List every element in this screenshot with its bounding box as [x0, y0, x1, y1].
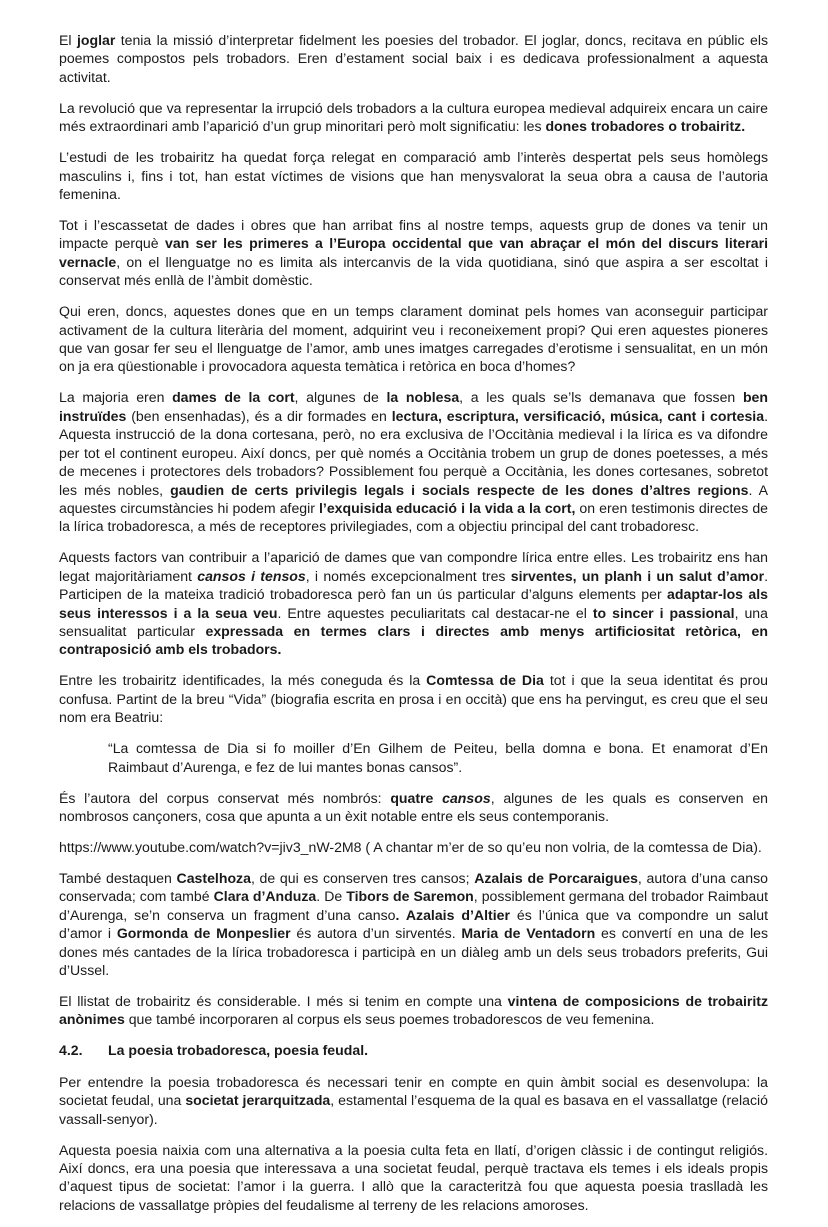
paragraph-p11: També destaquen Castelhoza, de qui es conserven tres cansos; Azalais de Porcaraigues, autora d’una canso conservada; com també Clara d’Anduza. De Tibors de Saremon, possiblement germana del trobador Raimbaut d’Aurenga, se’n conserva un fragment d’una canso. Azalais d’Altier és l’única que va compondre un salut d’amor i Gormonda de Monpeslier és autora d’un sirventés. Maria de Ventadorn es convertí en una de les dones més cantades de la lírica trobadoresca i participà en un diàleg amb un dels seus trobadors preferits, Gui d’Ussel.	[59, 869, 769, 978]
bold-text: joglar	[76, 32, 116, 48]
bold-italic-text: cansos	[442, 789, 491, 806]
paragraph-p2: La revolució que va representar la irrupció dels trobadors a la cultura europea medieval adquireix encara un caire més extraordinari amb l’aparició d’un grup minoritari però molt significatiu: les dones trobadores o trobairitz.	[59, 99, 768, 135]
body-section-3	[59, 1073, 768, 1214]
paragraph-p7: Aquests factors van contribuir a l’aparició de dames que van compondre lírica entre elles. Les trobairitz ens han legat majoritàriament cansos i tensos, i només excepcionalment tres sirventes, un planh i un salut d’amor. Participen de la mateixa tradició trobadoresca però fan un ús particular d’alguns elements per adaptar-los als seus interessos i a la seua veu. Entre aquestes peculiaritats cal destacar-ne el to sincer i passional, una sensualitat particular expressada en termes clars i directes amb menys artificiositat retòrica, en contraposició amb els trobadors.	[59, 549, 769, 658]
bold-text: Azalais de Porcaraigues	[474, 869, 638, 886]
bold-text: expressada en termes clars i directes amb menys artificiositat retòrica, en contraposició amb els trobadors.	[59, 622, 768, 658]
paragraph-p10: https://www.youtube.com/watch?v=jiv3_nW-2M8 ( A chantar m’er de so qu’eu non volria, de la comtessa de Dia).	[59, 838, 762, 855]
bold-text: Castelhoza	[176, 869, 251, 886]
body-section-1	[59, 31, 768, 727]
paragraph-p12: El llistat de trobairitz és considerable. I més si tenim en compte una vintena de composicions de trobairitz anònimes que també incorporaren al corpus els seus poemes trobadorescos de veu femenina.	[59, 993, 768, 1028]
paragraph-p3: L’estudi de les trobairitz ha quedat força relegat en comparació amb l’interès despertat pels seus homòlegs masculins i, fins i tot, han estat víctimes de visions que han menysvalorat la seua obra a causa de l’autoria femenina.	[59, 149, 768, 203]
bold-text: Comtessa de Dia	[426, 672, 544, 689]
bold-text: Tibors de Saremon	[346, 888, 474, 905]
paragraph-p4: Tot i l’escassetat de dades i obres que han arribat fins al nostre temps, aquests grup de dones va tenir un impacte perquè van ser les primeres a l’Europa occidental que van abraçar el món del discurs literari vernacle, on el llenguatge no es limita als intercanvis de la vida quotidiana, sinó que aspira a ser escoltat i conservat més enllà de l’àmbit domèstic.	[59, 217, 768, 289]
vida-quote: “La comtessa de Dia si fo moiller d’En Gilhem de Peiteu, bella domna e bona. Et enamorat d’En Raimbaut d’Aurenga, e fez de lui mantes bonas cansos”.	[108, 740, 768, 775]
bold-text: quatre	[390, 789, 443, 806]
bold-text: la noblesa	[386, 389, 460, 406]
bold-text: . Azalais d’Altier	[395, 906, 510, 923]
bold-text: Clara d’Anduza	[213, 888, 317, 905]
bold-text: to sincer i passional	[592, 604, 735, 621]
paragraph-p5: Qui eren, doncs, aquestes dones que en un temps clarament dominat pels homes van aconseguir participar activament de la cultura literària del moment, adquirint veu i reconeixement propi? Qui eren aquestes pioneres que van gosar fer seu el llenguatge de l’amor, amb unes imatges carregades d’erotisme i sensualitat, en un món on ja era qüestionable i provocadora aquesta temàtica i retòrica en boca d’homes?	[59, 303, 768, 375]
section-heading	[59, 1041, 768, 1059]
bold-text: Maria de Ventadorn	[461, 925, 596, 942]
bold-text: l’exquisida educació i la vida a la cort,	[319, 499, 576, 516]
bold-italic-text: cansos i tensos	[197, 567, 306, 584]
bold-text: ben instruïdes	[59, 389, 768, 424]
paragraph-p8: Entre les trobairitz identificades, la més coneguda és la Comtessa de Dia tot i que la seua identitat és prou confusa. Partint de la breu “Vida” (biografia escrita en prosa i en occità) que ens ha pervingut, es creu que el seu nom era Beatriu:	[59, 672, 768, 726]
bold-text: van ser les primeres a l’Europa occidental que van abraçar el món del discurs literari vernacle	[59, 235, 768, 270]
bold-text: Gormonda de Monpeslier	[116, 925, 291, 942]
bold-text: dames de la cort	[172, 389, 295, 406]
document-page	[59, 31, 768, 1227]
bold-text: lectura, escriptura, versificació, música, cant i cortesia	[391, 407, 765, 424]
bold-text: sirventes, un planh i un salut d’amor	[510, 567, 765, 584]
bold-text: gaudien de certs privilegis legals i socials respecte de les dones d’altres regions	[170, 481, 749, 498]
bold-text: societat jerarquitzada	[185, 1092, 331, 1109]
bold-text: dones trobadores o trobairitz.	[545, 118, 746, 135]
bold-text: vintena de composicions de trobairitz anònimes	[59, 993, 768, 1028]
paragraph-p9: És l’autora del corpus conservat més nombrós: quatre cansos, algunes de les quals es conserven en nombrosos cançoners, cosa que apunta a un èxit notable entre els seus contemporanis.	[59, 789, 768, 824]
paragraph-p6: La majoria eren dames de la cort, algunes de la noblesa, a les quals se’ls demanava que fossen ben instruïdes (ben ensenhadas), és a dir formades en lectura, escriptura, versificació, música, cant i cortesia. Aquesta instrucció de la dona cortesana, però, no era exclusiva de l’Occitània medieval i la lírica es va difondre per tot el continent europeu. Així doncs, per què només a Occitània trobem un grup de dones poetesses, a més de mecenes i protectores dels trobadors? Possiblement fou perquè a Occitània, les dones cortesanes, sobretot les més nobles, gaudien de certs privilegis legals i socials respecte de les dones d’altres regions. A aquestes circumstàncies hi podem afegir l’exquisida educació i la vida a la cort, on eren testimonis directes de la lírica trobadoresca, a més de receptores privilegiades, com a objectiu principal del cant trobadoresc.	[59, 389, 768, 535]
section-number: 4.2.	[59, 1042, 83, 1059]
paragraph-p13: Per entendre la poesia trobadoresca és necessari tenir en compte en quin àmbit social es desenvolupa: la societat feudal, una societat jerarquitzada, estamental l’esquema de la qual es basava en el vassallatge (relació vassall-senyor).	[59, 1073, 768, 1127]
bold-text: adaptar-los als seus interessos i a la seua veu	[59, 586, 768, 621]
paragraph-p14: Aquesta poesia naixia com una alternativa a la poesia culta feta en llatí, d’origen clàssic i de contingut religiós. Així doncs, era una poesia que interessava a una societat feudal, perquè tractava els temes i els ideals propis d’aquest tipus de societat: l’amor i la guerra. I allò que la caracteritzà fou que aquesta poesia traslladà les relacions de vassallatge pròpies del feudalisme al terreny de les relacions amoroses.	[59, 1141, 768, 1213]
body-section-2	[59, 789, 768, 1029]
paragraph-p1: El joglar tenia la missió d’interpretar fidelment les poesies del trobador. El joglar, doncs, recitava en públic els poemes compostos pels trobadors. Eren d’estament social baix i es dedicava professionalment a aquesta activitat.	[59, 32, 769, 85]
section-title: La poesia trobadoresca, poesia feudal.	[108, 1042, 369, 1059]
youtube-link[interactable]: https://www.youtube.com/watch?v=jiv3_nW-2M8	[59, 838, 362, 855]
